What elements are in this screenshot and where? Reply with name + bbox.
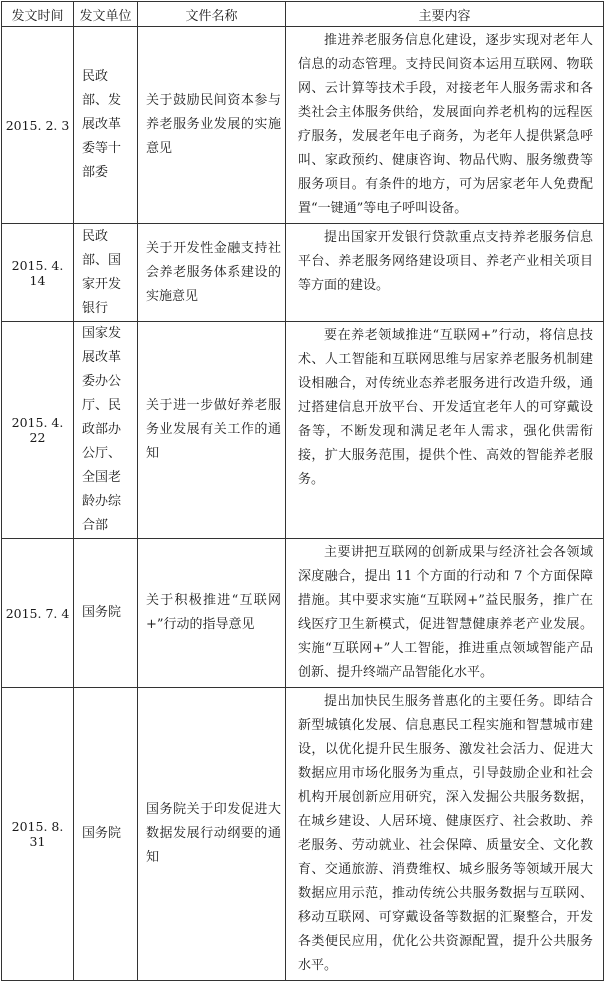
row-date: 2015. 8. 31 — [2, 688, 74, 981]
row-content-cell — [286, 224, 604, 322]
table-row — [2, 27, 604, 224]
table-row — [2, 539, 604, 688]
row-name: 国务院关于印发促进大数据发展行动纲要的通知 — [138, 688, 286, 981]
row-unit: 国家发展改革委办公厅、民政部办公厅、全国老龄办综合部 — [74, 322, 138, 539]
row-content: 主要讲把互联网的创新成果与经济社会各领域深度融合，提出 11 个方面的行动和 7 个方面保障措施。其中要求实施“互联网+”益民服务，推广在线医疗卫生新模式，促进智慧健康养老产业发展。实施“互联网+”人工智能，推进重点领域智能产品创新、提升终端产品智能化水平。 — [298, 545, 593, 680]
row-content: 提出国家开发银行贷款重点支持养老服务信息平台、养老服务网络建设项目、养老产业相关项目等方面的建设。 — [298, 230, 593, 293]
row-content: 提出加快民生服务普惠化的主要任务。即结合新型城镇化发展、信息惠民工程实施和智慧城市建设，以优化提升民生服务、激发社会活力、促进大数据应用市场化服务为重点，引导鼓励企业和社会机构开展创新应用研究，深入发掘公共服务数据，在城乡建设、人居环境、健康医疗、社会救助、养老服务、劳动就业、社会保障、质量安全、文化教育、交通旅游、消费维权、城乡服务等领域开展大数据应用示范，推动传统公共服务数据与互联网、移动互联网、可穿戴设备等数据的汇聚整合，开发各类便民应用，优化公共资源配置，提升公共服务水平。 — [298, 694, 593, 973]
row-date: 2015. 2. 3 — [2, 27, 74, 224]
table-row — [2, 688, 604, 981]
row-content: 推进养老服务信息化建设，逐步实现对老年人信息的动态管理。支持民间资本运用互联网、物联网、云计算等技术手段，对接老年人服务需求和各类社会主体服务供给，发展面向养老机构的远程医疗服务，发展老年电子商务，为老年人提供紧急呼叫、家政预约、健康咨询、物品代购、服务缴费等服务项目。有条件的地方，可为居家老年人免费配置“一键通”等电子呼叫设备。 — [298, 33, 593, 216]
row-content: 要在养老领域推进“互联网+”行动，将信息技术、人工智能和互联网思维与居家养老服务机制建设相融合，对传统业态养老服务进行改造升级，通过搭建信息开放平台、开发适宜老年人的可穿戴设备等，不断发现和满足老年人需求，强化供需衔接，扩大服务范围，提供个性、高效的智能养老服务。 — [298, 328, 593, 487]
row-content-cell — [286, 688, 604, 981]
header-content: 主要内容 — [286, 2, 604, 27]
row-content-cell — [286, 27, 604, 224]
row-name: 关于进一步做好养老服务业发展有关工作的通知 — [138, 322, 286, 539]
policy-table — [1, 1, 604, 981]
row-unit: 民政部、发展改革委等十部委 — [74, 27, 138, 224]
row-content-cell — [286, 322, 604, 539]
table-row — [2, 224, 604, 322]
row-unit: 民政部、国家开发银行 — [74, 224, 138, 322]
header-unit: 发文单位 — [74, 2, 138, 27]
row-unit: 国务院 — [74, 539, 138, 688]
row-name: 关于积极推进“互联网+”行动的指导意见 — [138, 539, 286, 688]
row-date: 2015. 4. 22 — [2, 322, 74, 539]
row-date: 2015. 7. 4 — [2, 539, 74, 688]
header-name: 文件名称 — [138, 2, 286, 27]
row-content-cell — [286, 539, 604, 688]
header-row — [2, 2, 604, 27]
table-row — [2, 322, 604, 539]
row-name: 关于鼓励民间资本参与养老服务业发展的实施意见 — [138, 27, 286, 224]
row-date: 2015. 4. 14 — [2, 224, 74, 322]
header-date: 发文时间 — [2, 2, 74, 27]
row-unit: 国务院 — [74, 688, 138, 981]
row-name: 关于开发性金融支持社会养老服务体系建设的实施意见 — [138, 224, 286, 322]
